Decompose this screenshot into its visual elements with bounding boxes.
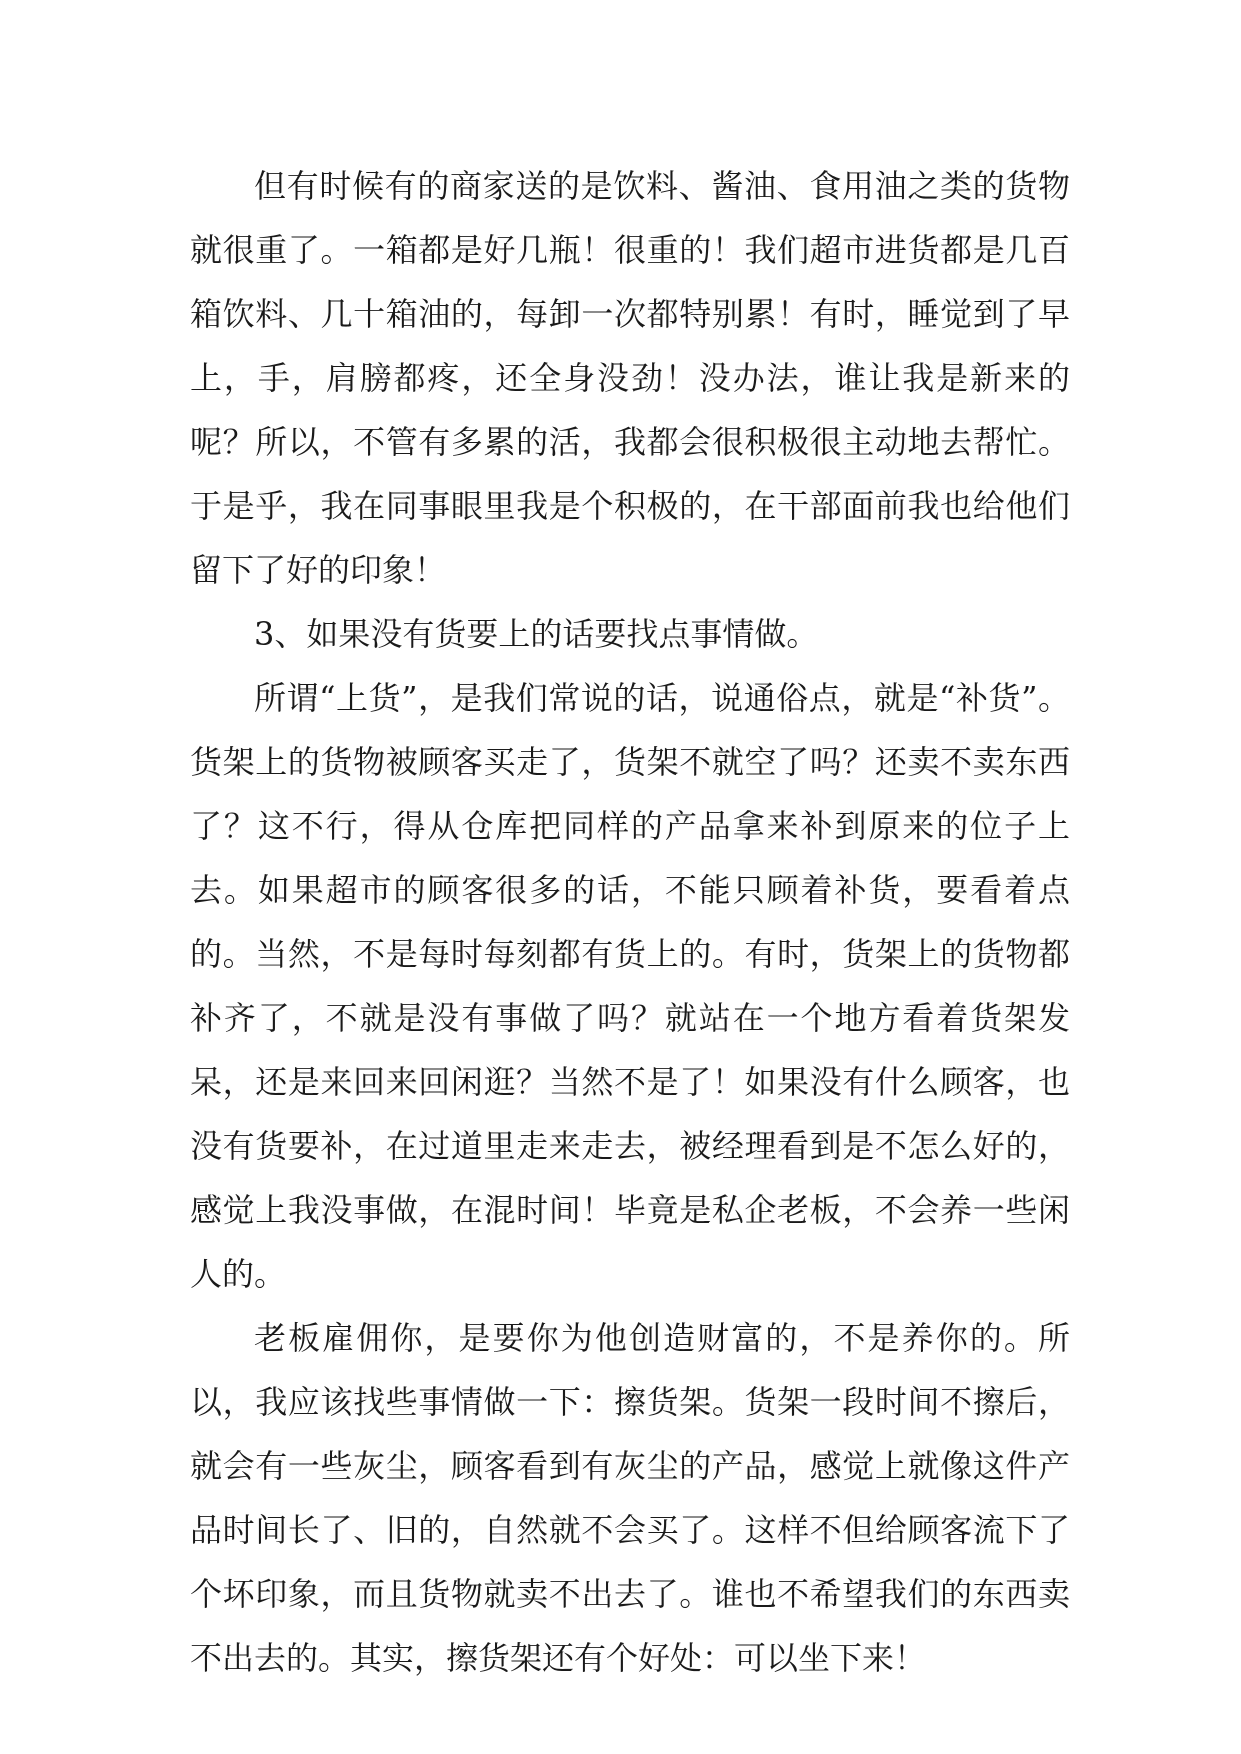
paragraph-wiping-shelves: 老板雇佣你，是要你为他创造财富的，不是养你的。所以，我应该找些事情做一下：擦货架。货架一段时间不擦后，就会有一些灰尘，顾客看到有灰尘的产品，感觉上就像这件产品时间长了、旧的，自然就不会买了。这样不但给顾客流下了个坏印象，而且货物就卖不出去了。谁也不希望我们的东西卖不出去的。其实，擦货架还有个好处：可以坐下来！ <box>190 1319 1070 1677</box>
body-text <box>190 154 1070 1690</box>
paragraph-restocking: 所谓“上货”，是我们常说的话，说通俗点，就是“补货”。货架上的货物被顾客买走了，货架不就空了吗？还卖不卖东西了？这不行，得从仓库把同样的产品拿来补到原来的位子上去。如果超市的顾客很多的话，不能只顾着补货，要看着点的。当然，不是每时每刻都有货上的。有时，货架上的货物都补齐了，不就是没有事做了吗？就站在一个地方看着货架发呆，还是来回来回闲逛？当然不是了！如果没有什么顾客，也没有货要补，在过道里走来走去，被经理看到是不怎么好的，感觉上我没事做，在混时间！毕竟是私企老板，不会养一些闲人的。 <box>190 679 1070 1293</box>
paragraph-unloading-heavy-goods: 但有时候有的商家送的是饮料、酱油、食用油之类的货物就很重了。一箱都是好几瓶！很重的！我们超市进货都是几百箱饮料、几十箱油的，每卸一次都特别累！有时，睡觉到了早上，手，肩膀都疼，还全身没劲！没办法，谁让我是新来的呢？所以，不管有多累的活，我都会很积极很主动地去帮忙。于是乎，我在同事眼里我是个积极的，在干部面前我也给他们留下了好的印象！ <box>190 167 1070 589</box>
list-item-3-heading: 3、如果没有货要上的话要找点事情做。 <box>254 615 819 653</box>
